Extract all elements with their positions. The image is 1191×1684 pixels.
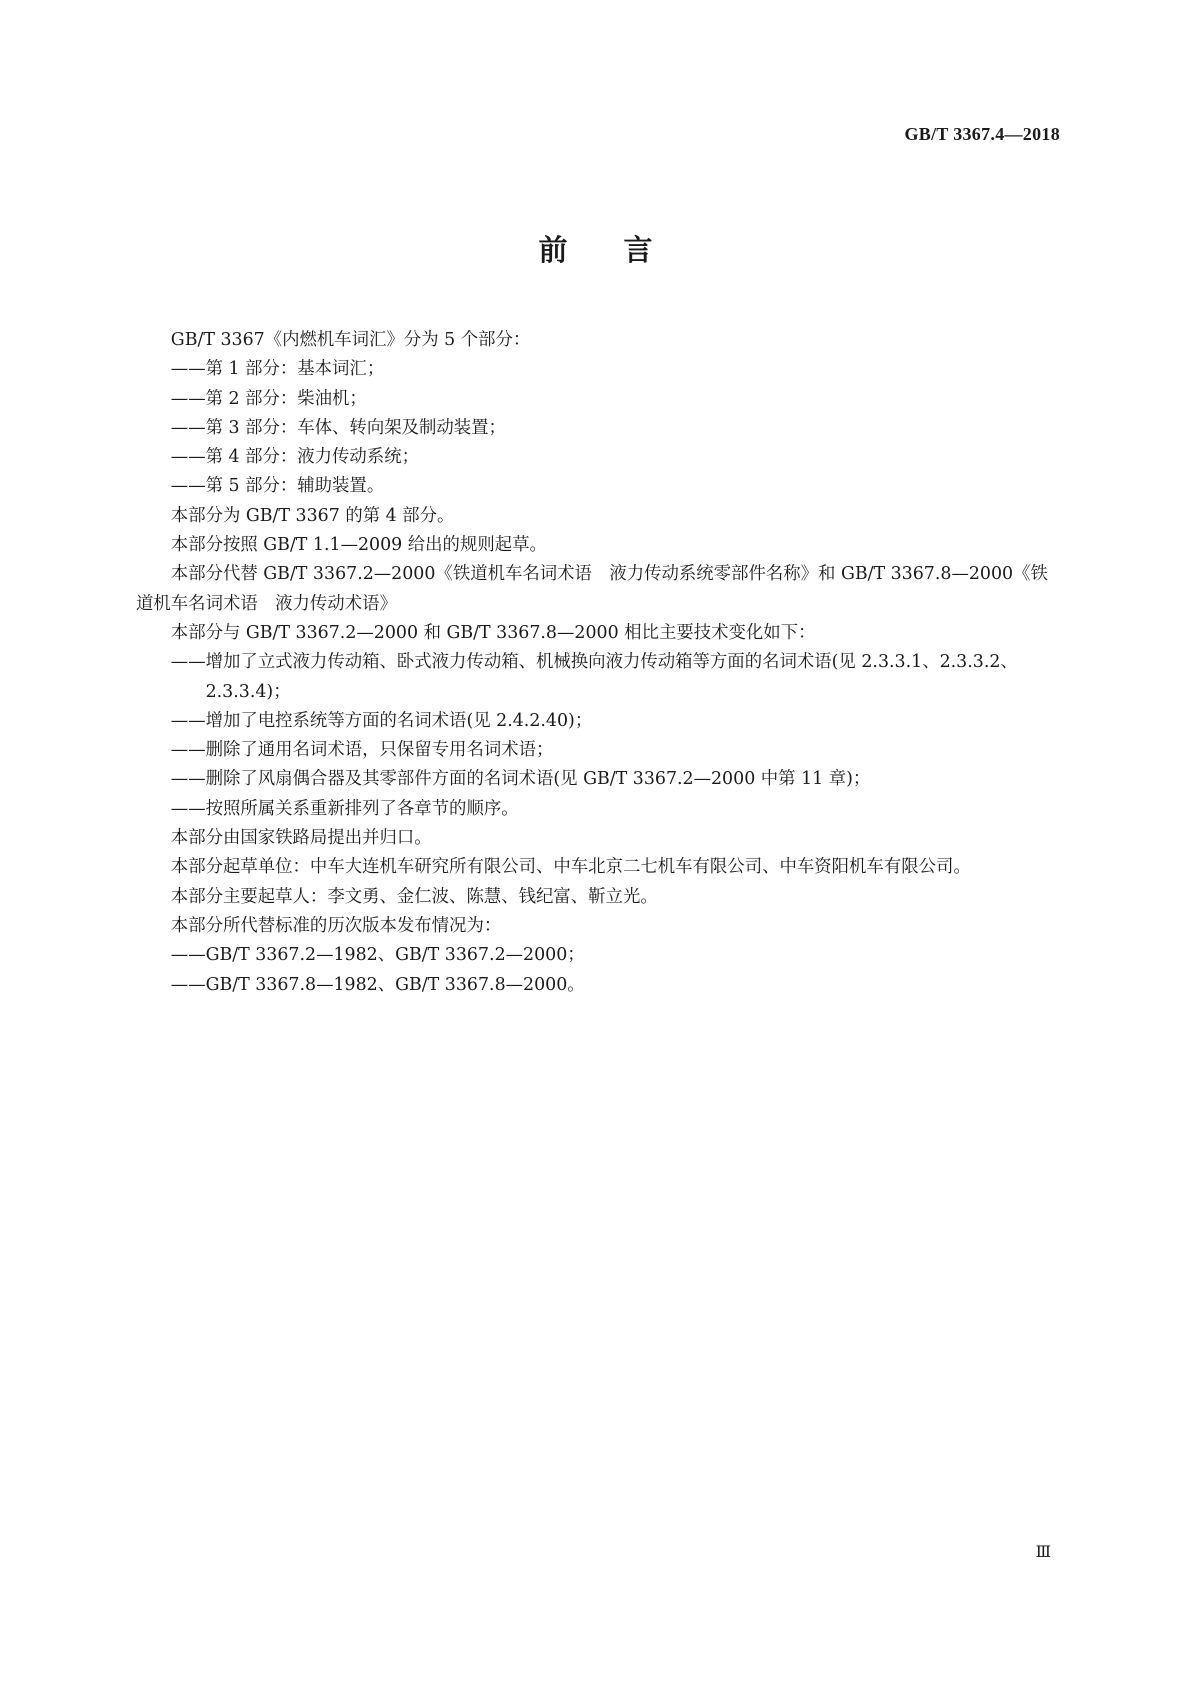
list-item: ——GB/T 3367.2—1982、GB/T 3367.2—2000； [170, 945, 585, 966]
foreword-body [136, 326, 1056, 1000]
list-item: ——第 5 部分：辅助装置。 [170, 476, 385, 497]
paragraph: 本部分由国家铁路局提出并归口。 [170, 828, 432, 849]
paragraph: 本部分与 GB/T 3367.2—2000 和 GB/T 3367.8—2000 相比主要技术变化如下： [170, 622, 816, 643]
list-item: ——增加了立式液力传动箱、卧式液力传动箱、机械换向液力传动箱等方面的名词术语(见 2.3.3.1、2.3.3.2、2.3.3.4)； [170, 652, 1018, 702]
list-item: ——第 4 部分：液力传动系统； [170, 447, 419, 468]
document-code: GB/T 3367.4—2018 [904, 124, 1060, 144]
list-item: ——第 2 部分：柴油机； [170, 388, 367, 409]
list-item: ——删除了通用名词术语，只保留专用名词术语； [170, 740, 554, 761]
page-number: Ⅲ [1035, 1544, 1051, 1561]
page-title: 前言 [538, 233, 709, 267]
list-item: ——删除了风扇偶合器及其零部件方面的名词术语(见 GB/T 3367.2—2000 中第 11 章)； [170, 769, 871, 790]
list-item: ——增加了电控系统等方面的名词术语(见 2.4.2.40)； [170, 710, 593, 731]
list-item: ——GB/T 3367.8—1982、GB/T 3367.8—2000。 [170, 974, 585, 995]
paragraph: 本部分所代替标准的历次版本发布情况为： [170, 915, 502, 936]
list-item: ——按照所属关系重新排列了各章节的顺序。 [170, 798, 519, 819]
list-item: ——第 3 部分：车体、转向架及制动装置； [170, 417, 506, 438]
list-item: ——第 1 部分：基本词汇； [170, 359, 385, 380]
paragraph: 本部分主要起草人：李文勇、金仁波、陈慧、钱纪富、靳立光。 [170, 886, 658, 907]
paragraph: 本部分起草单位：中车大连机车研究所有限公司、中车北京二七机车有限公司、中车资阳机车有限公司。 [170, 857, 971, 878]
paragraph: 本部分按照 GB/T 1.1—2009 给出的规则起草。 [170, 535, 547, 556]
paragraph: 本部分为 GB/T 3367 的第 4 部分。 [170, 505, 455, 526]
paragraph: 本部分代替 GB/T 3367.2—2000《铁道机车名词术语 液力传动系统零部件名称》和 GB/T 3367.8—2000《铁道机车名词术语 液力传动术语》 [136, 564, 1048, 614]
paragraph: GB/T 3367《内燃机车词汇》分为 5 个部分： [170, 330, 531, 350]
